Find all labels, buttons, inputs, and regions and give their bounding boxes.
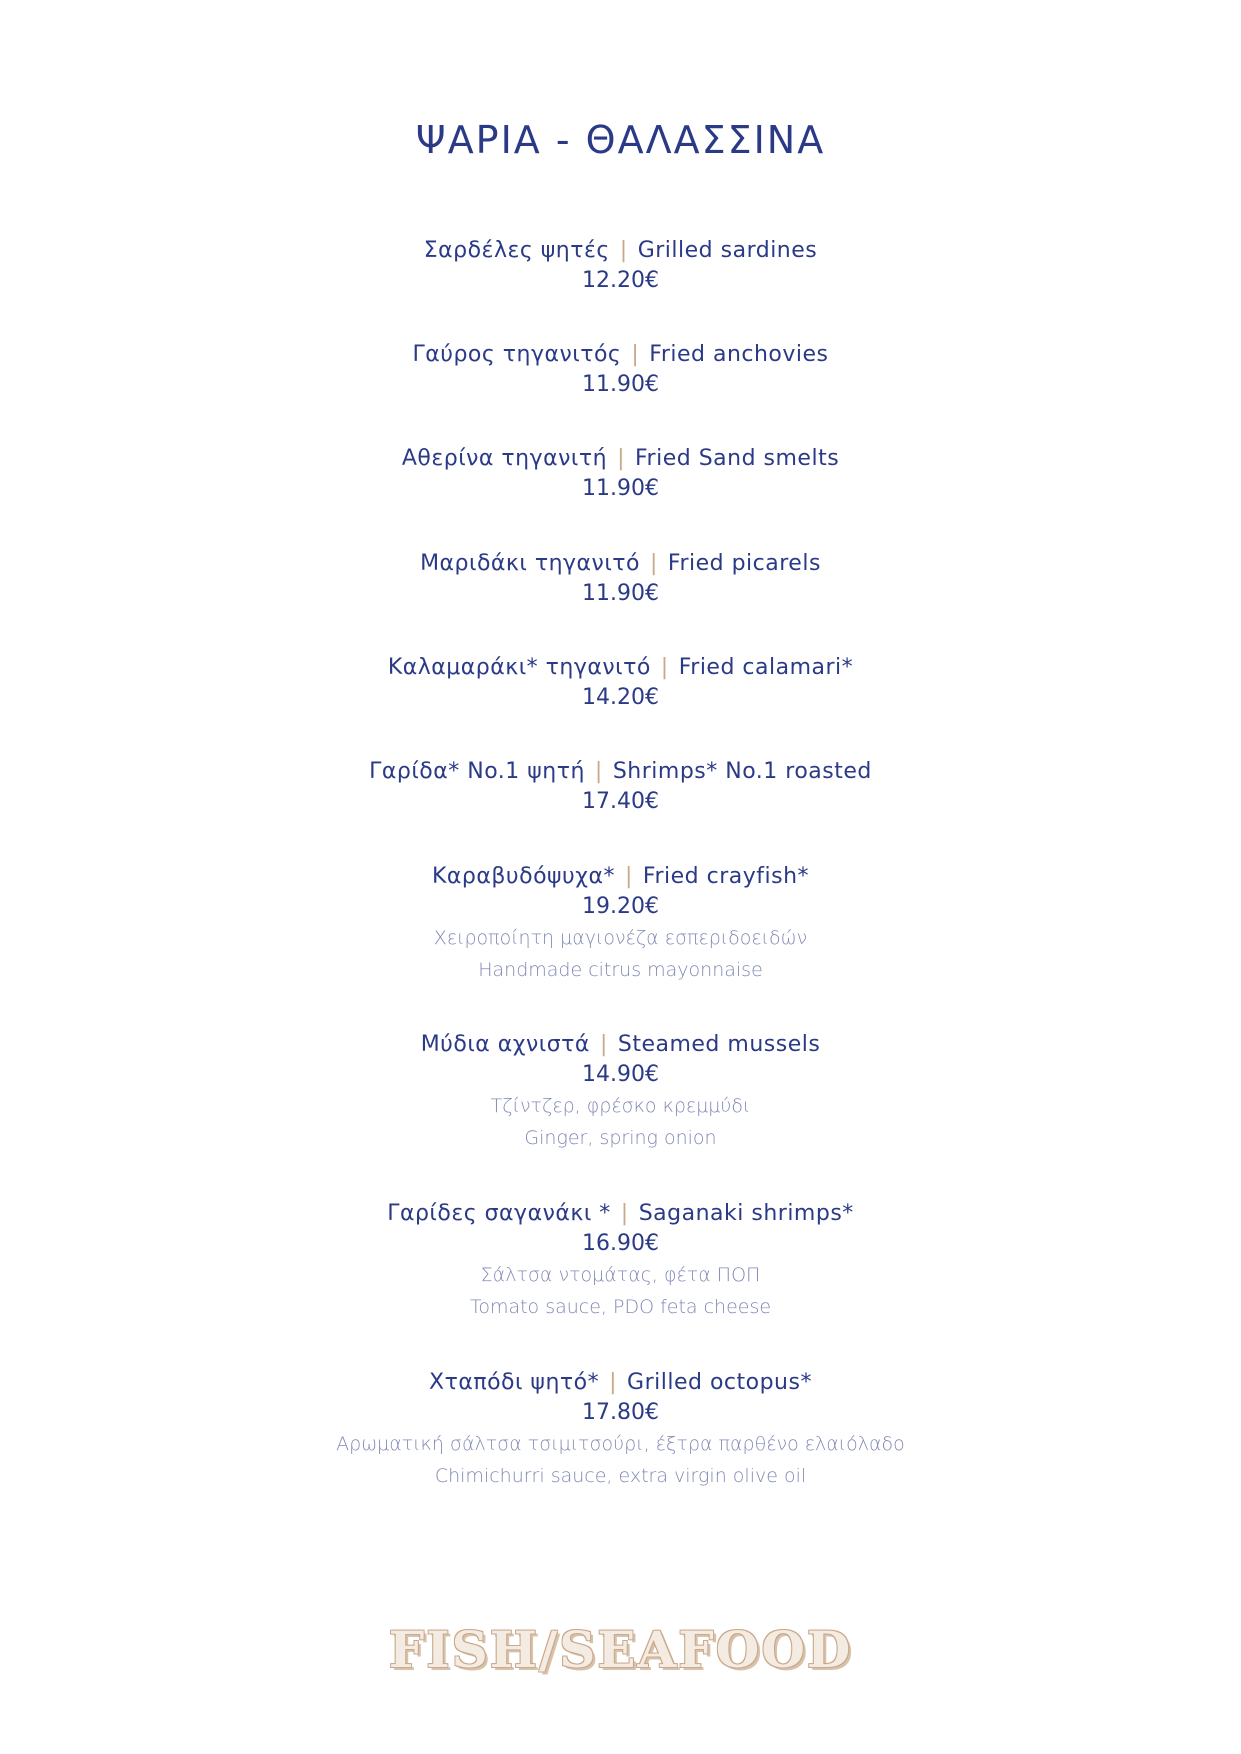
item-price: 17.40€: [582, 789, 659, 814]
item-price: 17.80€: [582, 1400, 659, 1425]
item-description-greek: Αρωματική σάλτσα τσιμιτσούρι, έξτρα παρθένο ελαιόλαδο: [336, 1433, 905, 1455]
separator: |: [625, 864, 633, 889]
item-name: [0, 444, 1241, 474]
item-name-english: Grilled octopus*: [627, 1370, 812, 1395]
item-name: [0, 236, 1241, 266]
item-name: [0, 757, 1241, 787]
separator: |: [594, 759, 603, 784]
menu-item: [0, 549, 1241, 609]
item-name-greek: Γαύρος τηγανιτός: [412, 342, 622, 367]
item-name: [0, 653, 1241, 683]
item-price: 14.20€: [582, 685, 659, 710]
item-name: [0, 340, 1241, 370]
separator: |: [599, 1032, 608, 1057]
section-footer-logo: FISH/SEAFOOD: [388, 1620, 853, 1679]
menu-item: [0, 1199, 1241, 1323]
item-name-english: Fried anchovies: [649, 342, 829, 367]
item-price: 12.20€: [582, 268, 659, 293]
separator: |: [609, 1370, 618, 1395]
item-name-english: Fried crayfish*: [642, 864, 810, 889]
menu-item: [0, 236, 1241, 296]
separator: |: [660, 655, 669, 680]
item-description-english: Tomato sauce, PDO feta cheese: [469, 1296, 772, 1318]
item-name: [0, 1030, 1241, 1060]
menu-item: [0, 340, 1241, 400]
item-price: 11.90€: [582, 476, 659, 501]
menu-item: [0, 653, 1241, 713]
item-name-greek: Γαρίδες σαγανάκι *: [387, 1201, 611, 1226]
item-name-greek: Καλαμαράκι* τηγανιτό: [387, 655, 651, 680]
item-name-english: Shrimps* No.1 roasted: [612, 759, 872, 784]
item-price: 16.90€: [582, 1231, 659, 1256]
item-description-english: Ginger, spring onion: [524, 1127, 717, 1149]
item-description-greek: Τζίντζερ, φρέσκο κρεμμύδι: [490, 1095, 751, 1117]
menu-item: [0, 757, 1241, 817]
item-price: 19.20€: [582, 894, 659, 919]
item-description-greek: Σάλτσα ντομάτας, φέτα ΠΟΠ: [480, 1264, 761, 1286]
item-name-english: Fried Sand smelts: [634, 446, 840, 471]
page-title: ΨΑΡΙΑ - ΘΑΛΑΣΣΙΝΑ: [415, 118, 826, 162]
item-description-english: Handmade citrus mayonnaise: [478, 959, 763, 981]
item-name-english: Fried calamari*: [678, 655, 854, 680]
item-name: [0, 862, 1241, 892]
separator: |: [631, 342, 640, 367]
menu-item: [0, 1030, 1241, 1154]
item-name-greek: Μύδια αχνιστά: [420, 1032, 590, 1057]
menu-item: [0, 444, 1241, 504]
menu-item: [0, 1368, 1241, 1492]
item-name-greek: Χταπόδι ψητό*: [429, 1370, 600, 1395]
item-name: [0, 549, 1241, 579]
separator: |: [620, 1201, 629, 1226]
item-name-greek: Μαριδάκι τηγανιτό: [420, 551, 640, 576]
separator: |: [649, 551, 658, 576]
menu-item: [0, 862, 1241, 986]
item-name-english: Grilled sardines: [637, 238, 818, 263]
item-name-english: Steamed mussels: [617, 1032, 821, 1057]
item-name: [0, 1199, 1241, 1229]
separator: |: [619, 238, 628, 263]
separator: |: [617, 446, 625, 471]
item-description-english: Chimichurri sauce, extra virgin olive oil: [434, 1465, 807, 1487]
item-price: 14.90€: [582, 1062, 659, 1087]
item-name-english: Saganaki shrimps*: [638, 1201, 854, 1226]
item-price: 11.90€: [582, 581, 659, 606]
item-name-english: Fried picarels: [667, 551, 821, 576]
item-price: 11.90€: [582, 372, 659, 397]
item-description-greek: Χειροποίητη μαγιονέζα εσπεριδοειδών: [433, 927, 808, 949]
item-name-greek: Σαρδέλες ψητές: [423, 238, 610, 263]
item-name: [0, 1368, 1241, 1398]
item-name-greek: Γαρίδα* No.1 ψητή: [369, 759, 585, 784]
item-name-greek: Καραβυδόψυχα*: [431, 864, 615, 889]
item-name-greek: Αθερίνα τηγανιτή: [401, 446, 608, 471]
